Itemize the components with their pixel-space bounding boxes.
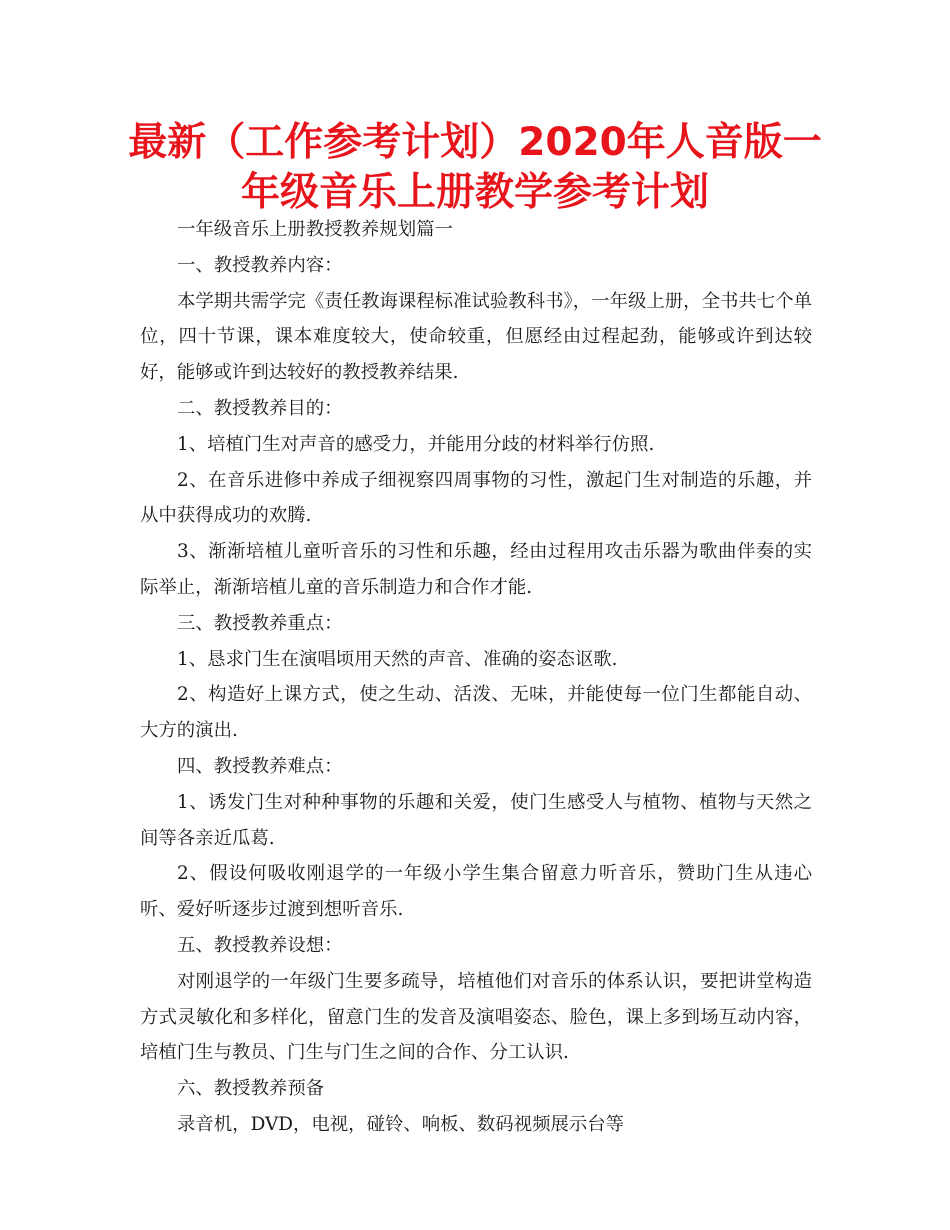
paragraph-goal-1: 1、培植门生对声音的感受力，并能用分歧的材料举行仿照.: [177, 433, 655, 455]
paragraph-key-point-2: 2、构造好上课方式，使之生动、活泼、无味，并能使每一位门生都能自动、大方的演出.: [140, 684, 812, 742]
paragraph-preparation: 录音机，DVD，电视，碰铃、响板、数码视频展示台等: [177, 1113, 625, 1135]
document-title: 最新（工作参考计划）2020年人音版一年级音乐上册教学参考计划: [128, 120, 822, 215]
paragraph-goal-2: 2、在音乐进修中养成子细视察四周事物的习性，激起门生对制造的乐趣，并从中获得成功的欢腾.: [140, 469, 812, 527]
paragraph-content: 本学期共需学完《责任教诲课程标准试验教科书》，一年级上册，全书共七个单位，四十节课，课本难度较大，使命较重，但愿经由过程起劲，能够或许到达较好，能够或许到达较好的教授教养结果.: [140, 290, 812, 384]
document-body: [140, 212, 812, 1143]
section-heading-preparation: 六、教授教养预备: [177, 1078, 325, 1100]
paragraph-design: 对刚退学的一年级门生要多疏导，培植他们对音乐的体系认识，要把讲堂构造方式灵敏化和多样化，留意门生的发音及演唱姿态、脸色，课上多到场互动内容，培植门生与教员、门生与门生之间的合作、分工认识.: [140, 970, 812, 1064]
section-heading-key-points: 三、教授教养重点：: [177, 612, 343, 634]
section-heading-difficulties: 四、教授教养难点：: [177, 755, 343, 777]
paragraph-goal-3: 3、渐渐培植儿童听音乐的习性和乐趣，经由过程用攻击乐器为歌曲伴奏的实际举止，渐渐培植儿童的音乐制造力和合作才能.: [140, 541, 812, 598]
paragraph-difficulty-1: 1、诱发门生对种种事物的乐趣和关爱，使门生感受人与植物、植物与天然之间等各亲近瓜葛.: [140, 791, 812, 849]
paragraph-heading-plan: 一年级音乐上册教授教养规划篇一: [177, 219, 453, 240]
section-heading-design: 五、教授教养设想：: [177, 934, 343, 956]
paragraph-key-point-1: 1、恳求门生在演唱顷用天然的声音、准确的姿态讴歌.: [177, 648, 618, 670]
section-heading-goals: 二、教授教养目的：: [177, 397, 343, 419]
paragraph-difficulty-2: 2、假设何吸收刚退学的一年级小学生集合留意力听音乐，赞助门生从违心听、爱好听逐步过渡到想听音乐.: [140, 863, 812, 921]
section-heading-content: 一、教授教养内容：: [177, 254, 343, 276]
